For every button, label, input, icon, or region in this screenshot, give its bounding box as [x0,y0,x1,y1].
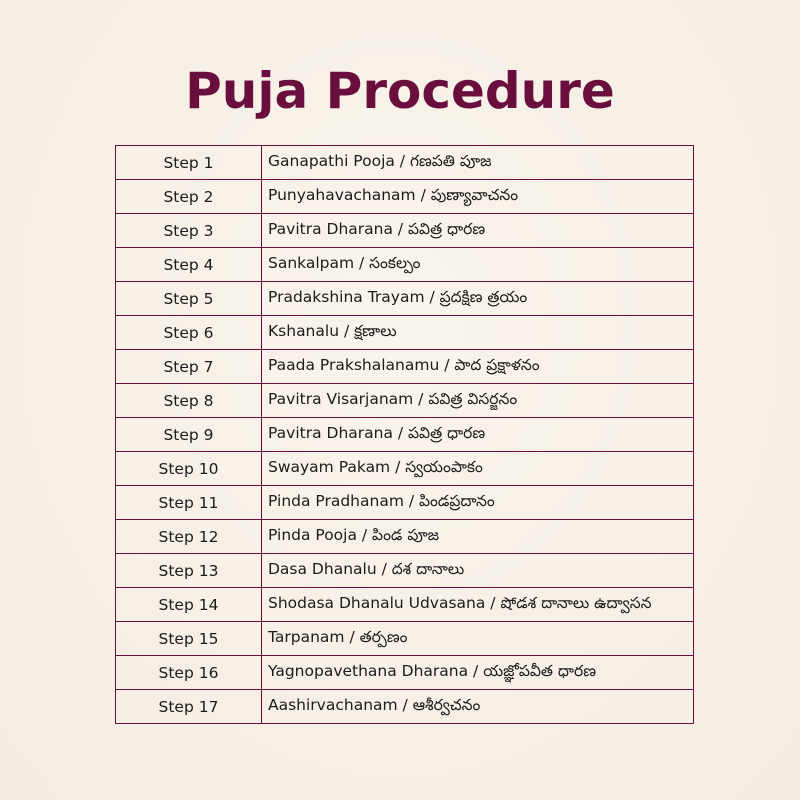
table-row [116,384,694,418]
table-row [116,180,694,214]
step-number: Step 5 [116,282,262,316]
step-number: Step 1 [116,146,262,180]
table-row [116,656,694,690]
step-name: Pinda Pradhanam / పిండప్రదానం [262,486,694,520]
step-name: Pavitra Dharana / పవిత్ర ధారణ [262,418,694,452]
table-row [116,214,694,248]
step-name: Shodasa Dhanalu Udvasana / షోడశ దానాలు ఉద్వాసన [262,588,694,622]
step-name: Pradakshina Trayam / ప్రదక్షిణ త్రయం [262,282,694,316]
step-name: Kshanalu / క్షణాలు [262,316,694,350]
step-number: Step 13 [116,554,262,588]
step-name: Yagnopavethana Dharana / యజ్ఞోపవీత ధారణ [262,656,694,690]
table-row [116,316,694,350]
step-name: Pinda Pooja / పిండ పూజ [262,520,694,554]
step-number: Step 2 [116,180,262,214]
step-name: Aashirvachanam / ఆశీర్వచనం [262,690,694,724]
table-row [116,418,694,452]
table-row [116,622,694,656]
step-number: Step 9 [116,418,262,452]
step-number: Step 16 [116,656,262,690]
step-number: Step 12 [116,520,262,554]
step-number: Step 7 [116,350,262,384]
page-title: Puja Procedure [185,62,615,120]
table-row [116,248,694,282]
step-name: Pavitra Dharana / పవిత్ర ధారణ [262,214,694,248]
table-row [116,520,694,554]
table-row [116,554,694,588]
step-number: Step 6 [116,316,262,350]
table-row [116,486,694,520]
step-number: Step 11 [116,486,262,520]
step-name: Tarpanam / తర్పణం [262,622,694,656]
table-row [116,588,694,622]
table-row [116,146,694,180]
table-row [116,690,694,724]
step-name: Pavitra Visarjanam / పవిత్ర విసర్జనం [262,384,694,418]
procedure-table [115,145,694,724]
step-name: Ganapathi Pooja / గణపతి పూజ [262,146,694,180]
step-number: Step 14 [116,588,262,622]
step-name: Swayam Pakam / స్వయంపాకం [262,452,694,486]
step-number: Step 4 [116,248,262,282]
step-name: Punyahavachanam / పుణ్యావాచనం [262,180,694,214]
step-number: Step 8 [116,384,262,418]
step-number: Step 17 [116,690,262,724]
table-row [116,350,694,384]
step-number: Step 15 [116,622,262,656]
step-name: Paada Prakshalanamu / పాద ప్రక్షాళనం [262,350,694,384]
table-row [116,452,694,486]
table-row [116,282,694,316]
step-name: Dasa Dhanalu / దశ దానాలు [262,554,694,588]
step-number: Step 3 [116,214,262,248]
step-name: Sankalpam / సంకల్పం [262,248,694,282]
step-number: Step 10 [116,452,262,486]
